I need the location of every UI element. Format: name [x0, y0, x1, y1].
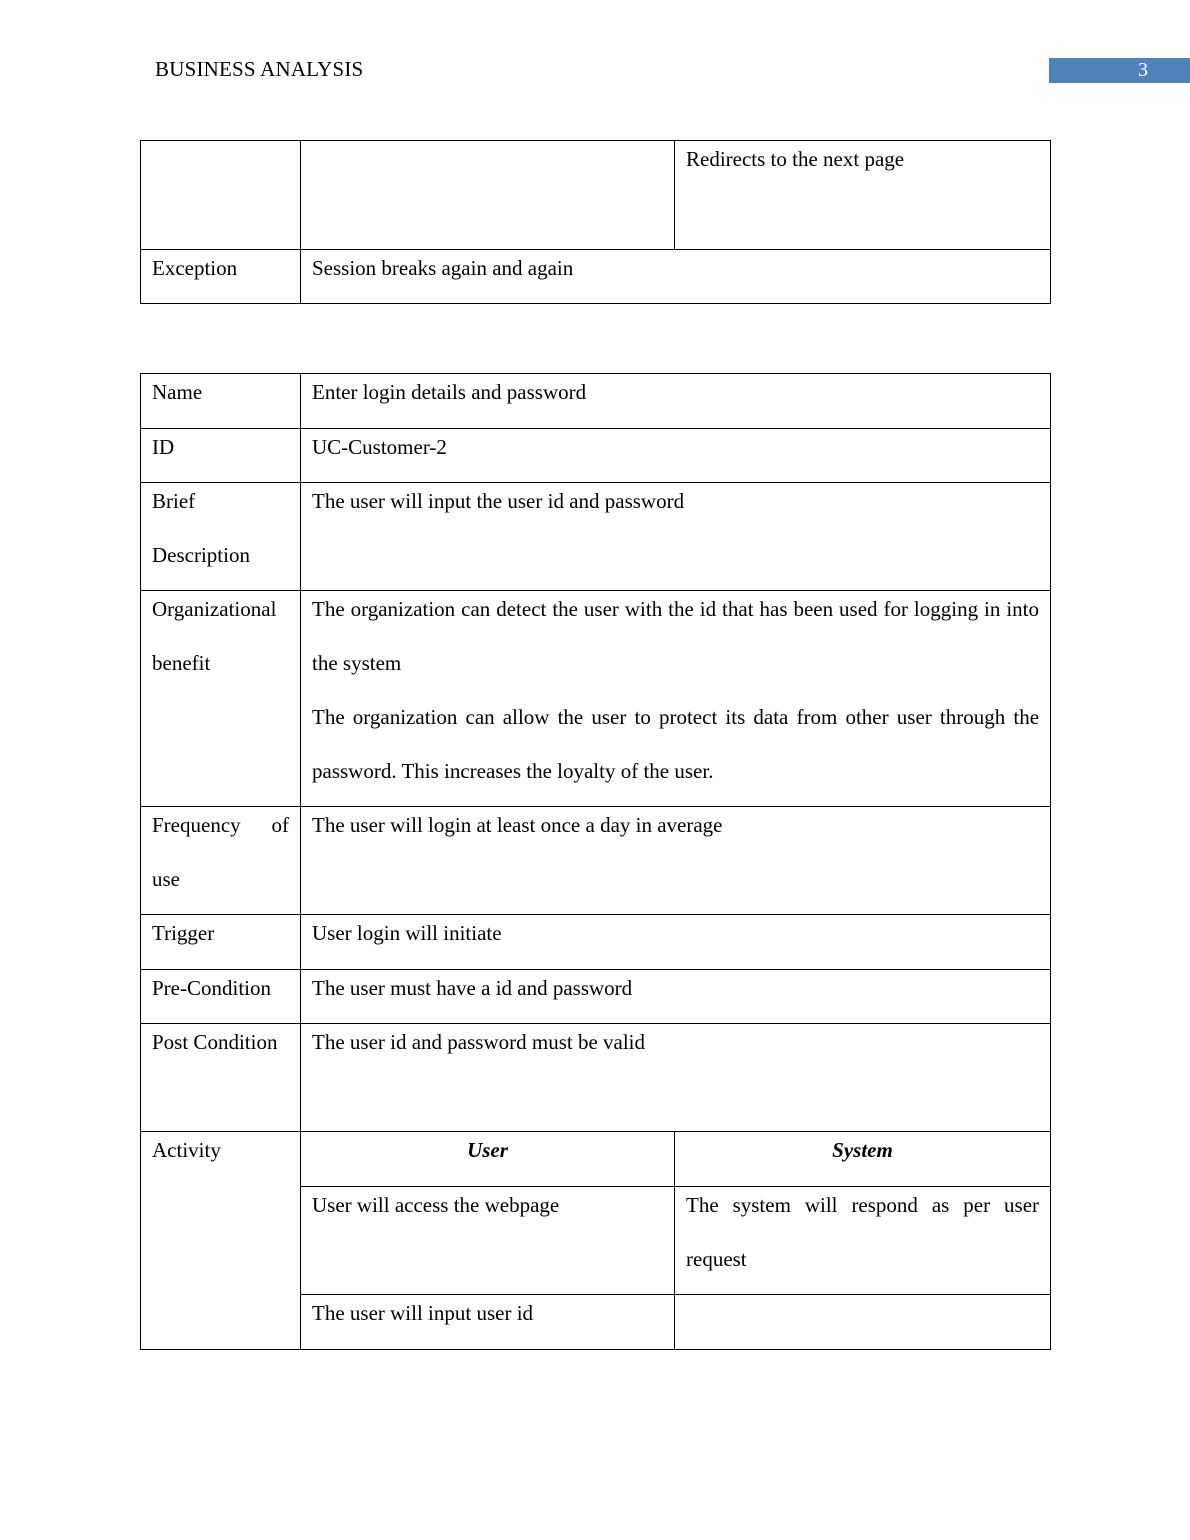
activity-label: Activity: [152, 1138, 221, 1162]
id-value: UC-Customer-2: [312, 435, 447, 459]
row-label: [141, 591, 301, 807]
activity-system-header: System: [675, 1132, 1051, 1187]
row-label: [141, 483, 301, 591]
brief-label: Brief Description: [152, 489, 250, 567]
running-header-title: BUSINESS ANALYSIS: [155, 57, 364, 81]
table-row: [141, 141, 1051, 250]
benefit-label: Organizational benefit: [152, 597, 277, 675]
row-value: [301, 1024, 1051, 1132]
row-label: [141, 807, 301, 915]
trigger-label: Trigger: [152, 921, 215, 945]
benefit-paragraph-2: The organization can allow the user to protect its data from other user through the password. This increases the loyalty of the user.: [312, 705, 1040, 783]
table-cell-empty: [301, 141, 675, 250]
activity-user-cell: User will access the webpage: [301, 1187, 675, 1295]
precondition-label: Pre-Condition: [152, 976, 271, 1000]
activity-system-cell: The system will respond as per user request: [675, 1187, 1051, 1295]
postcondition-label: Post Condition: [152, 1030, 278, 1054]
name-value: Enter login details and password: [312, 380, 587, 404]
benefit-paragraph-1: The organization can detect the user with the id that has been used for logging in into the system: [312, 597, 1040, 675]
table-row-organizational-benefit: [141, 591, 1051, 807]
page-number-badge: 3: [1049, 58, 1190, 83]
row-value: [301, 807, 1051, 915]
trigger-value: User login will initiate: [312, 921, 502, 945]
table-cell-empty: [141, 141, 301, 250]
row-value: [301, 483, 1051, 591]
row-value: [301, 250, 1051, 304]
row-label: [141, 250, 301, 304]
activity-system-cell: [675, 1295, 1051, 1350]
brief-value: The user will input the user id and password: [312, 489, 685, 513]
name-label: Name: [152, 380, 203, 404]
row-label: [141, 1132, 301, 1350]
use-case-table: [140, 373, 1051, 1350]
postcondition-value: The user id and password must be valid: [312, 1030, 646, 1054]
activity-user-cell: The user will input user id: [301, 1295, 675, 1350]
row-label: [141, 1024, 301, 1132]
precondition-value: The user must have a id and password: [312, 976, 633, 1000]
exception-label: Exception: [152, 256, 238, 280]
frequency-label: Frequency of use: [152, 813, 289, 891]
exception-value: Session breaks again and again: [312, 256, 574, 280]
table-row-exception: [141, 250, 1051, 304]
id-label: ID: [152, 435, 175, 459]
table-row-post-condition: [141, 1024, 1051, 1132]
step-text: Redirects to the next page: [686, 147, 905, 171]
table-row-frequency: [141, 807, 1051, 915]
activity-user-header: User: [301, 1132, 675, 1187]
table-row-brief-description: [141, 483, 1051, 591]
use-case-table-continued: [140, 140, 1051, 304]
row-value: [301, 591, 1051, 807]
table-cell-step: [675, 141, 1051, 250]
frequency-value: The user will login at least once a day in average: [312, 813, 723, 837]
